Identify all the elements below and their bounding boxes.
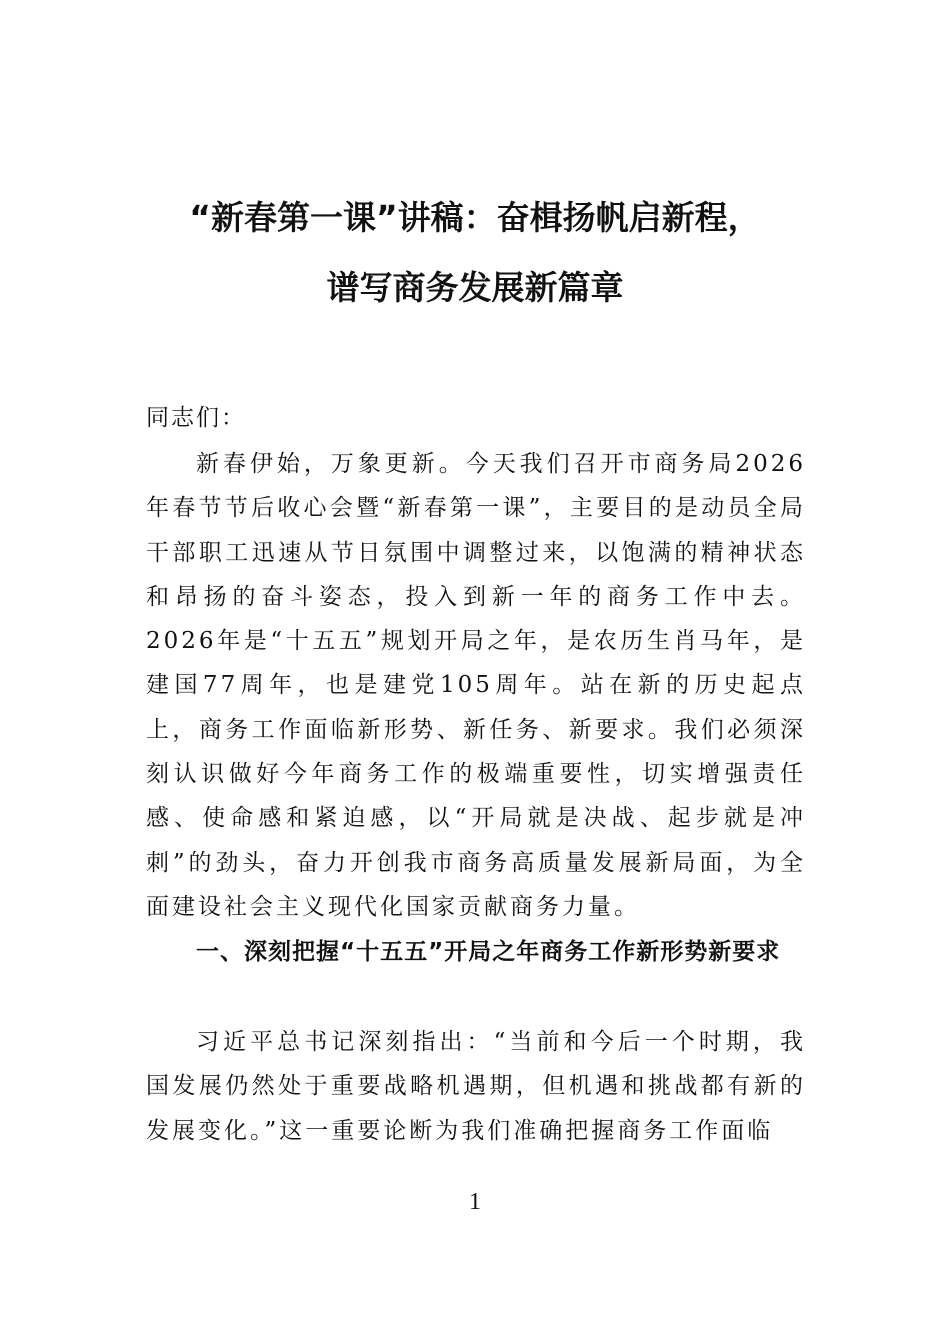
body-paragraph-1: 新春伊始，万象更新。今天我们召开市商务局2026年春节节后收心会暨“新春第一课”，主要目的是动员全局干部职工迅速从节日氛围中调整过来，以饱满的精神状态和昂扬的奋斗姿态，投入到新一年的商务工作中去。2026年是“十五五”规划开局之年，是农历生肖马年，是建国77周年，也是建党105周年。站在新的历史起点上，商务工作面临新形势、新任务、新要求。我们必须深刻认识做好今年商务工作的极端重要性，切实增强责任感、使命感和紧迫感，以“开局就是决战、起步就是冲刺”的劲头，奋力开创我市商务高质量发展新局面，为全面建设社会主义现代化国家贡献商务力量。 (146, 451, 806, 920)
section-heading-1: 一、深刻把握“十五五”开局之年商务工作新形势新要求 (196, 939, 781, 965)
document-title-line-2: 谱写商务发展新篇章 (326, 268, 624, 307)
document-title-line-1: “新春第一课”讲稿：奋楫扬帆启新程， (189, 198, 761, 237)
salutation: 同志们： (146, 405, 246, 431)
body-paragraph-2: 习近平总书记深刻指出：“当前和今后一个时期，我国发展仍然处于重要战略机遇期，但机遇和挑战都有新的发展变化。”这一重要论断为我们准确把握商务工作面临 (146, 1029, 806, 1144)
page-number: 1 (469, 1189, 481, 1215)
